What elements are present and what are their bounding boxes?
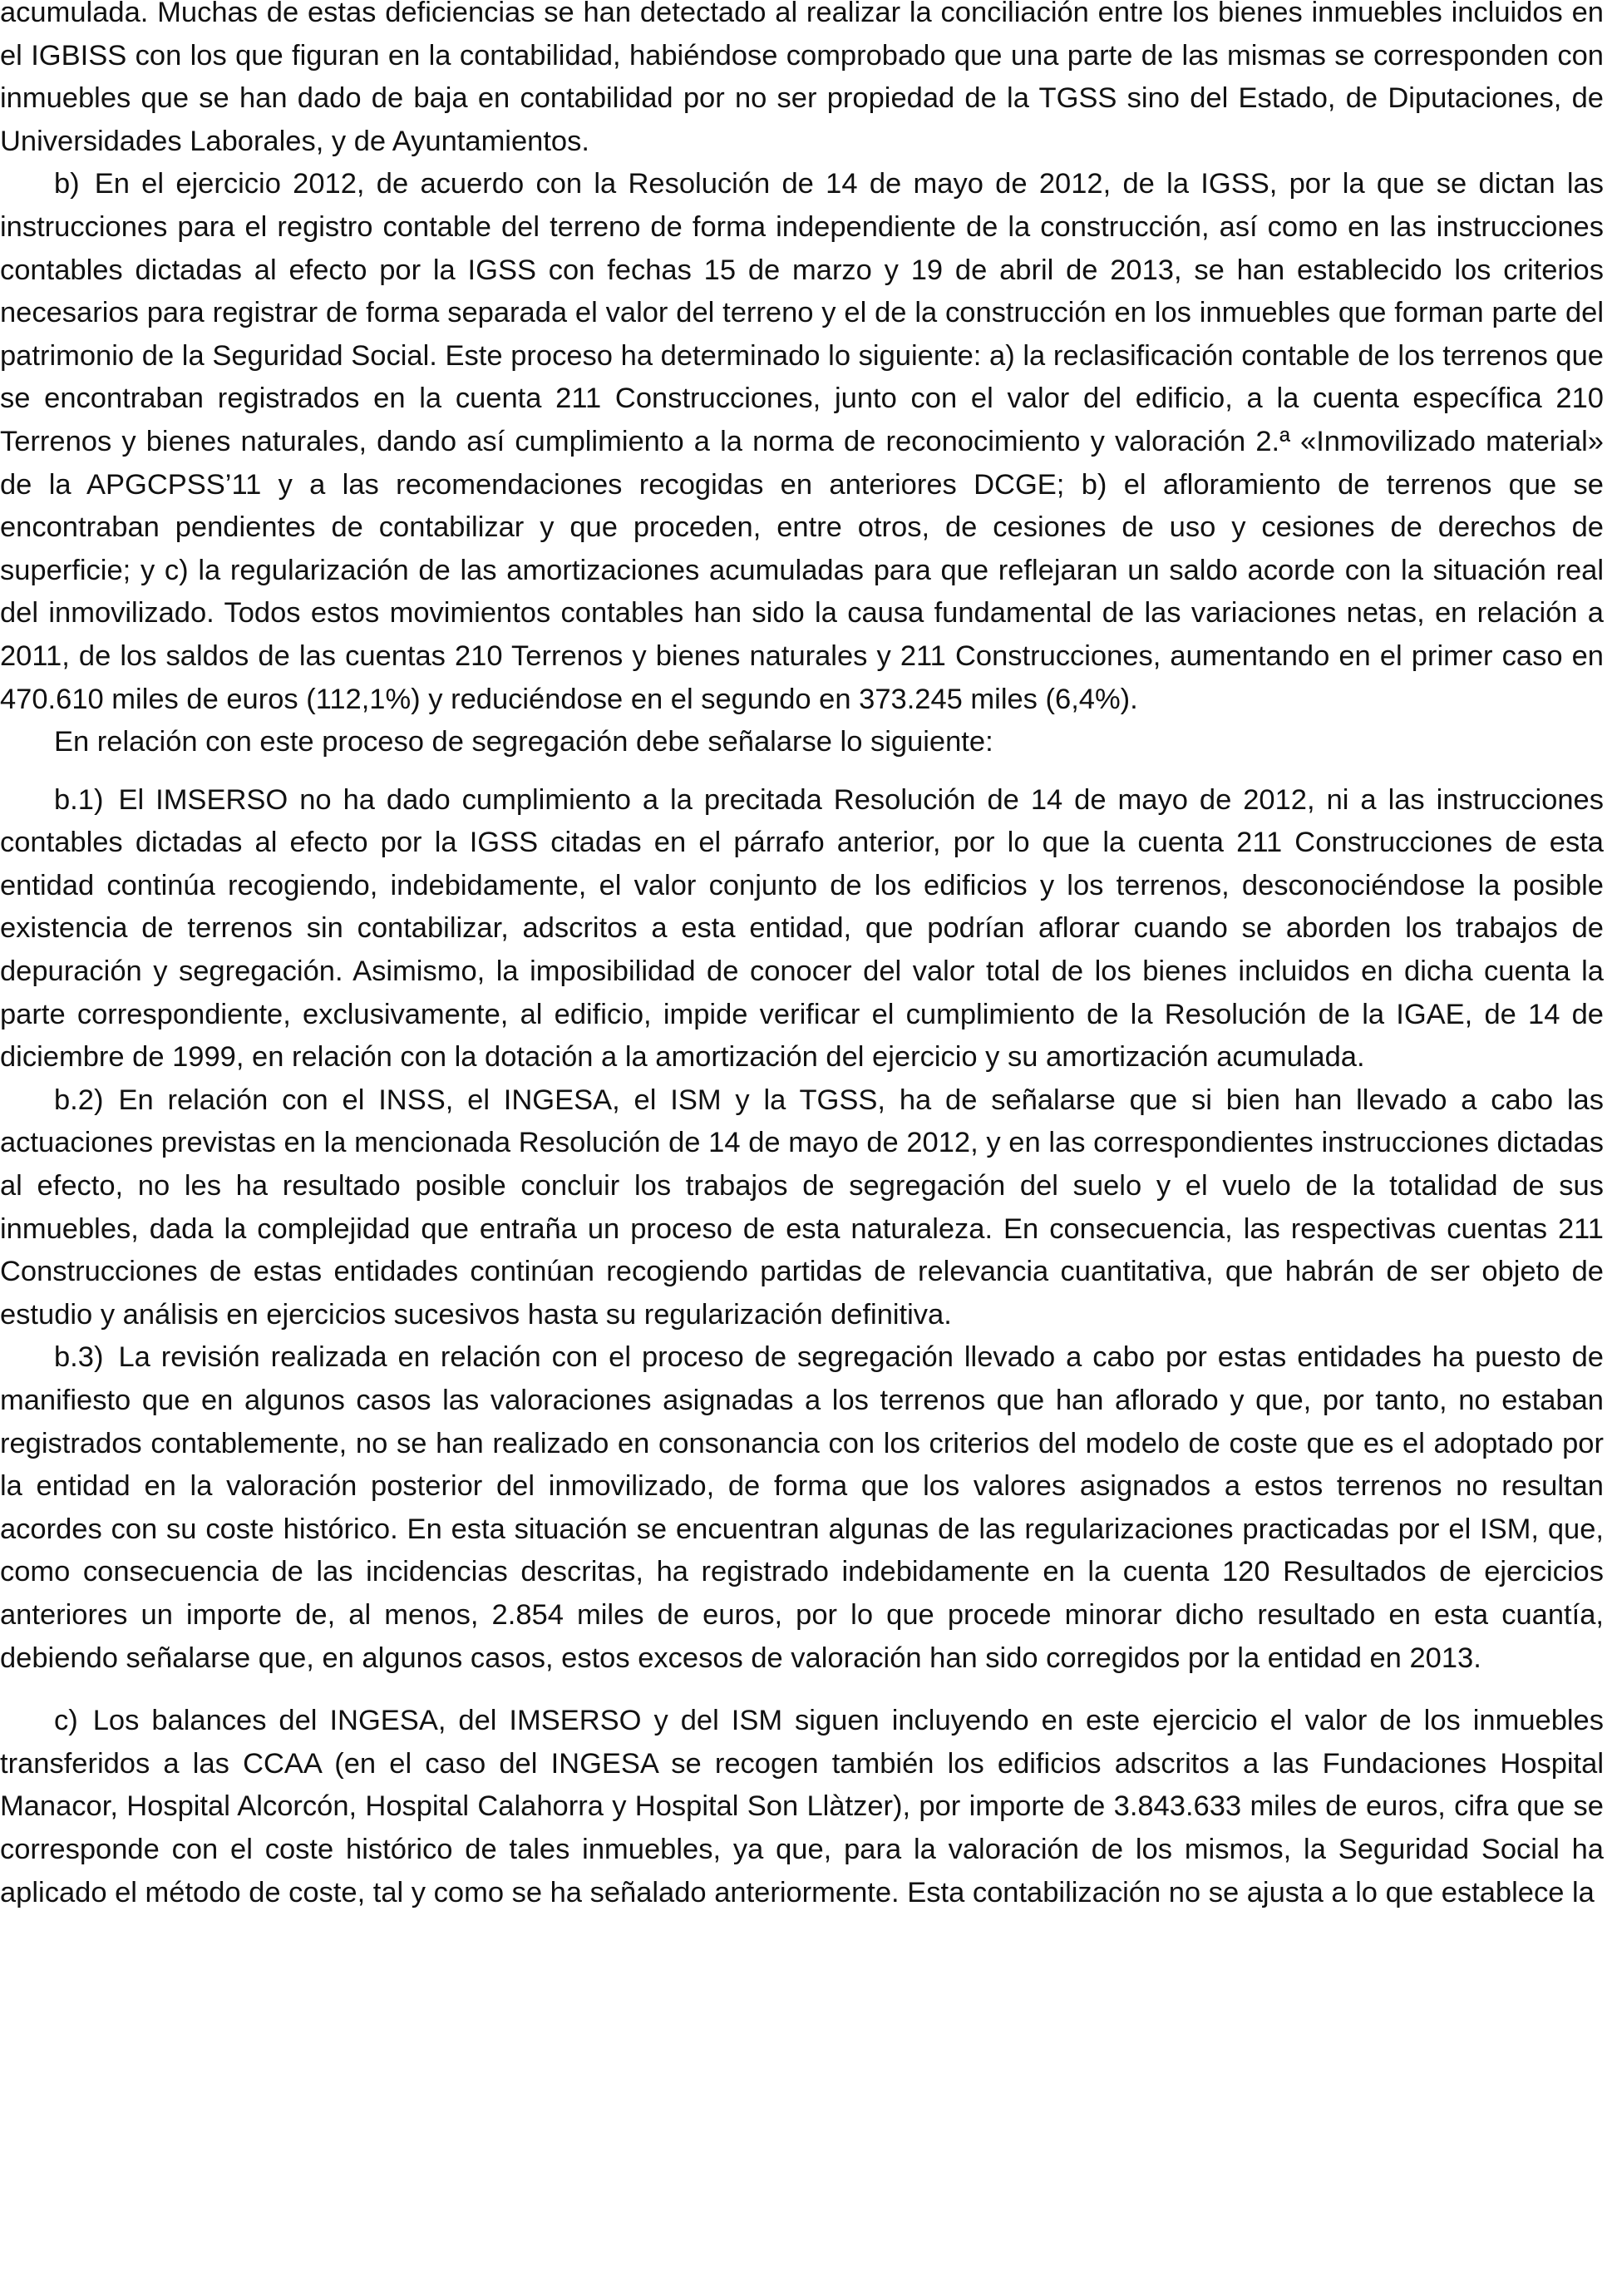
paragraph-marker: c) [54, 1705, 78, 1737]
paragraph-b1 [0, 779, 1604, 1079]
paragraph-marker: b.1) [54, 783, 104, 816]
paragraph-marker: b) [54, 168, 80, 200]
paragraph-b3 [0, 1336, 1604, 1680]
paragraph-marker: b.3) [54, 1341, 104, 1374]
paragraph-text: La revisión realizada en relación con el proceso de segregación llevado a cabo por estas entidades ha puesto de manifiesto que en algunos casos las valoraciones asignadas a los terrenos que han aflorado y que, por tanto, no estaban registrados contablemente, no se han realizado en consonancia con los criterios del modelo de coste que es el adoptado por la entidad en la valoración posterior del inmovilizado, de forma que los valores asignados a estos terrenos no resultan acordes con su coste histórico. En esta situación se encuentran algunas de las regularizaciones practicadas por el ISM, que, como consecuencia de las incidencias descritas, ha registrado indebidamente en la cuenta 120 Resultados de ejercicios anteriores un importe de, al menos, 2.854 miles de euros, por lo que procede minorar dicho resultado en esta cuantía, debiendo señalarse que, en algunos casos, estos excesos de valoración han sido corregidos por la entidad en 2013. [0, 1341, 1604, 1674]
paragraph-text: acumulada. Muchas de estas deficiencias se han detectado al realizar la conciliación entre los bienes inmuebles incluidos en el IGBISS con los que figuran en la contabilidad, habiéndose comprobado que una parte de las mismas se corresponden con inmuebles que se han dado de baja en contabilidad por no ser propiedad de la TGSS sino del Estado, de Diputaciones, de Universidades Laborales, y de Ayuntamientos. [0, 0, 1604, 157]
paragraph-text: El IMSERSO no ha dado cumplimiento a la precitada Resolución de 14 de mayo de 2012, ni a las instrucciones contables dictadas al efecto por la IGSS citadas en el párrafo anterior, por lo que la cuenta 211 Construcciones de esta entidad continúa recogiendo, indebidamente, el valor conjunto de los edificios y los terrenos, desconociéndose la posible existencia de terrenos sin contabilizar, adscritos a esta entidad, que podrían aflorar cuando se aborden los trabajos de depuración y segregación. Asimismo, la imposibilidad de conocer del valor total de los bienes incluidos en dicha cuenta la parte correspondiente, exclusivamente, al edificio, impide verificar el cumplimiento de la Resolución de la IGAE, de 14 de diciembre de 1999, en relación con la dotación a la amortización del ejercicio y su amortización acumulada. [0, 783, 1604, 1074]
paragraph-text: En relación con el INSS, el INGESA, el ISM y la TGSS, ha de señalarse que si bien han llevado a cabo las actuaciones previstas en la mencionada Resolución de 14 de mayo de 2012, y en las correspondientes instrucciones dictadas al efecto, no les ha resultado posible concluir los trabajos de segregación del suelo y el vuelo de la totalidad de sus inmuebles, dada la complejidad que entraña un proceso de esta naturaleza. En consecuencia, las respectivas cuentas 211 Construcciones de estas entidades continúan recogiendo partidas de relevancia cuantitativa, que habrán de ser objeto de estudio y análisis en ejercicios sucesivos hasta su regularización definitiva. [0, 1084, 1604, 1331]
paragraph-b2 [0, 1079, 1604, 1337]
paragraph-c [0, 1700, 1604, 1914]
paragraph-text: Los balances del INGESA, del IMSERSO y del ISM siguen incluyendo en este ejercicio el valor de los inmuebles transferidos a las CCAA (en el caso del INGESA se recogen también los edificios adscritos a las Fundaciones Hospital Manacor, Hospital Alcorcón, Hospital Calahorra y Hospital Son Llàtzer), por importe de 3.843.633 miles de euros, cifra que se corresponde con el coste histórico de tales inmuebles, ya que, para la valoración de los mismos, la Seguridad Social ha aplicado el método de coste, tal y como se ha señalado anteriormente. Esta contabilización no se ajusta a lo que establece la [0, 1705, 1604, 1908]
paragraph-continuation [0, 0, 1604, 163]
paragraph-b [0, 163, 1604, 721]
paragraph-marker: b.2) [54, 1084, 104, 1116]
paragraph-text: En el ejercicio 2012, de acuerdo con la Resolución de 14 de mayo de 2012, de la IGSS, por la que se dictan las instrucciones para el registro contable del terreno de forma independiente de la construcción, así como en las instrucciones contables dictadas al efecto por la IGSS con fechas 15 de marzo y 19 de abril de 2013, se han establecido los criterios necesarios para registrar de forma separada el valor del terreno y el de la construcción en los inmuebles que forman parte del patrimonio de la Seguridad Social. Este proceso ha determinado lo siguiente: a) la reclasificación contable de los terrenos que se encontraban registrados en la cuenta 211 Construcciones, junto con el valor del edificio, a la cuenta específica 210 Terrenos y bienes naturales, dando así cumplimiento a la norma de reconocimiento y valoración 2.ª «Inmovilizado material» de la APGCPSS’11 y a las recomendaciones recogidas en anteriores DCGE; b) el afloramiento de terrenos que se encontraban pendientes de contabilizar y que proceden, entre otros, de cesiones de uso y cesiones de derechos de superficie; y c) la regularización de las amortizaciones acumuladas para que reflejaran un saldo acorde con la situación real del inmovilizado. Todos estos movimientos contables han sido la causa fundamental de las variaciones netas, en relación a 2011, de los saldos de las cuentas 210 Terrenos y bienes naturales y 211 Construcciones, aumentando en el primer caso en 470.610 miles de euros (112,1%) y reduciéndose en el segundo en 373.245 miles (6,4%). [0, 168, 1604, 715]
paragraph-intro-segregation [0, 721, 1604, 764]
paragraph-text: En relación con este proceso de segregación debe señalarse lo siguiente: [54, 726, 993, 758]
